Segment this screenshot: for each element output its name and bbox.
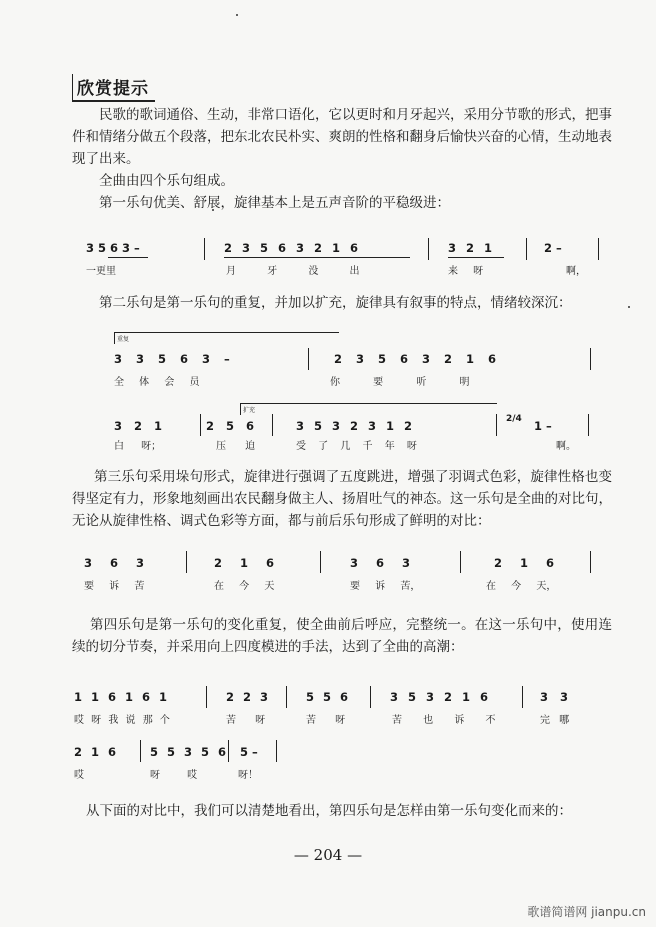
lyrics-m19: 完 哪: [540, 715, 570, 726]
lyrics-m17: 苦 呀: [306, 715, 346, 726]
lyrics-m22: 呀！: [238, 770, 258, 781]
beam: [108, 257, 148, 258]
lyrics-m5: 全 体 会 员: [114, 377, 200, 388]
notes-m4: 2 –: [544, 241, 562, 255]
barline: [370, 686, 371, 708]
barline: [590, 551, 591, 573]
paragraph-phrase2: 第二乐句是第一乐句的重复，并加以扩充，旋律具有叙事的特点，情绪较深沉：: [99, 295, 572, 311]
barline: [186, 551, 187, 573]
lyrics-m3: 来 呀: [448, 266, 484, 277]
paragraph-comparison: 从下面的对比中，我们可以清楚地看出，第四乐句是怎样由第一乐句变化而来的：: [86, 803, 572, 819]
barline: [496, 414, 497, 436]
lyrics-m7: 白 呀；: [114, 441, 162, 452]
scan-speck: [236, 14, 238, 16]
beam: [448, 257, 504, 258]
beam: [224, 257, 410, 258]
lyrics-m1: 一更里: [86, 266, 116, 277]
paragraph-phrase3: 第三乐句采用垛句形式，旋律进行强调了五度跳进，增强了羽调式色彩，旋律性格也变得坚定有力，形象地刻画出农民翻身做主人、扬眉吐气的神态。这一乐句是全曲的对比句，无论从旋律性格、调式色彩等方面，都与前后乐句形成了鲜明的对比：: [72, 469, 612, 529]
barline: [228, 740, 229, 762]
barline: [526, 238, 527, 260]
lyrics-m8: 压 迫: [216, 441, 256, 452]
barline: [272, 414, 273, 436]
notes-m20: 2 1 6: [74, 745, 117, 759]
notes-m15: 1 1 6 1 6 1: [74, 690, 168, 704]
barline: [588, 414, 589, 436]
lyrics-m15: 哎 呀 我 说 那 个: [74, 715, 170, 726]
notes-m6: 2 3 5 6 3 2 1 6: [334, 352, 497, 366]
barline: [308, 348, 309, 370]
notes-m1: 3 5 6 3 –: [86, 241, 140, 255]
lyrics-m10: 啊。: [556, 441, 576, 452]
barline: [276, 740, 277, 762]
barline: [522, 686, 523, 708]
section-heading: 欣赏提示: [72, 74, 155, 102]
barline: [140, 740, 141, 762]
barline: [428, 238, 429, 260]
notes-m18: 3 5 3 2 1 6: [390, 690, 489, 704]
barline: [200, 414, 201, 436]
lyrics-m13: 要 诉 苦，: [350, 581, 421, 592]
notes-m10: 1 –: [534, 419, 552, 433]
notes-m11: 3 6 3: [84, 556, 145, 570]
notes-m22: 5 –: [240, 745, 258, 759]
barline: [286, 686, 287, 708]
lyrics-m16: 苦 呀: [226, 715, 266, 726]
paragraph-phrase1: 第一乐句优美、舒展，旋律基本上是五声音阶的平稳级进：: [99, 195, 450, 211]
notes-m9: 3 5 3 2 3 1 2: [296, 419, 413, 433]
notes-m16: 2 2 3: [226, 690, 269, 704]
lyrics-m18: 苦 也 诉 不: [392, 715, 496, 726]
barline: [590, 348, 591, 370]
lyrics-m21: 呀 哎: [150, 770, 198, 781]
lyrics-m12: 在 今 天: [214, 581, 275, 592]
barline: [460, 551, 461, 573]
paragraph-phrase4: 第四乐句是第一乐句的变化重复，使全曲前后呼应，完整统一。在这一乐句中，使用连续的切分节奏，并采用向上四度模进的手法，达到了全曲的高潮：: [72, 617, 612, 655]
watermark: 歌谱简谱网 jianpu.cn: [527, 905, 646, 919]
time-signature: 2/4: [506, 414, 522, 424]
lyrics-m14: 在 今 天，: [486, 581, 557, 592]
lyrics-m11: 要 诉 苦: [84, 581, 145, 592]
lyrics-m2: 月 牙 没 出: [226, 266, 360, 277]
lyrics-m20: 哎: [74, 770, 84, 781]
notes-m5: 3 3 5 6 3 –: [114, 352, 230, 366]
extension-bracket: 扩充: [240, 403, 497, 415]
notes-m8: 2 5 6: [206, 419, 255, 433]
barline: [320, 551, 321, 573]
barline: [206, 686, 207, 708]
notes-m17: 5 5 6: [306, 690, 349, 704]
notes-m21: 5 5 3 5 6: [150, 745, 227, 759]
barline: [204, 238, 205, 260]
notes-m3: 3 2 1: [448, 241, 493, 255]
barline: [598, 238, 599, 260]
notes-m13: 3 6 3: [350, 556, 411, 570]
notes-m12: 2 1 6: [214, 556, 275, 570]
paragraph-structure: 全曲由四个乐句组成。: [99, 173, 234, 189]
notes-m7: 3 2 1: [114, 419, 163, 433]
notes-m19: 3 3: [540, 690, 569, 704]
notes-m2: 2 3 5 6 3 2 1 6: [224, 241, 359, 255]
notes-m14: 2 1 6: [494, 556, 555, 570]
lyrics-m6: 你 要 听 明: [330, 377, 470, 388]
scan-speck: [628, 306, 630, 308]
lyrics-m4: 啊，: [566, 266, 586, 277]
paragraph-intro: 民歌的歌词通俗、生动，非常口语化，它以更时和月牙起兴，采用分节歌的形式，把事件和情绪分做五个段落，把东北农民朴实、爽朗的性格和翻身后愉快兴奋的心情，生动地表现了出来。: [72, 107, 612, 167]
page-number: — 204 —: [293, 846, 363, 864]
lyrics-m9: 受 了 几 千 年 呀: [296, 441, 417, 452]
repeat-bracket: 重复: [114, 332, 339, 344]
